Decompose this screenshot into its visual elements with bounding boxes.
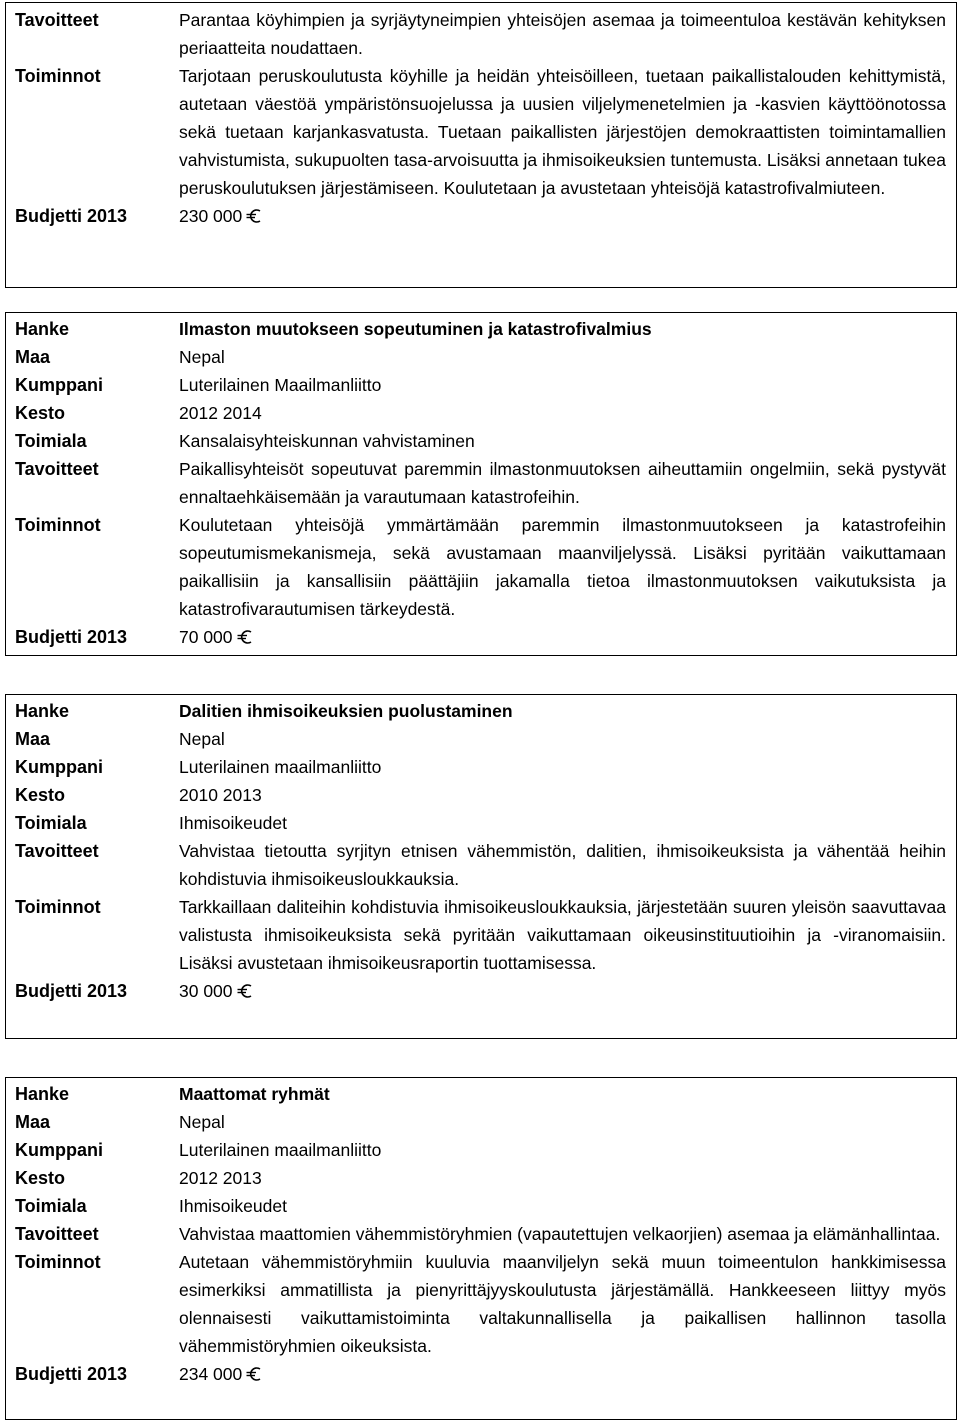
project-block-partial <box>5 2 957 288</box>
maa-label: Maa <box>15 347 51 367</box>
project-title: Ilmaston muutokseen sopeutuminen ja katastrofivalmius <box>179 319 652 339</box>
toimiala-row <box>6 809 956 837</box>
tavoitteet-row <box>6 455 956 511</box>
euro-icon <box>246 1367 262 1381</box>
maa-value: Nepal <box>179 347 225 367</box>
hanke-row <box>6 695 956 725</box>
budjetti-row <box>6 977 956 1005</box>
tavoitteet-text: Vahvistaa maattomien vähemmistöryhmien (vapautettujen velkaorjien) asemaa ja elämänhallintaa. <box>179 1224 941 1244</box>
budjetti-row <box>6 1360 956 1388</box>
toiminnot-row <box>6 1248 956 1360</box>
toimiala-value: Kansalaisyhteiskunnan vahvistaminen <box>179 431 475 451</box>
toiminnot-row <box>6 62 956 202</box>
budjetti-value: 70 000 <box>179 627 233 647</box>
toimiala-row <box>6 1192 956 1220</box>
budjetti-value-cell <box>179 1360 956 1388</box>
budjetti-value-cell <box>179 977 956 1005</box>
budjetti-row <box>6 623 956 651</box>
toiminnot-label: Toiminnot <box>15 515 101 535</box>
tavoitteet-row <box>6 3 956 62</box>
toiminnot-text: Tarjotaan peruskoulutusta köyhille ja heidän yhteisöilleen, tuetaan paikallistalouden kehittymistä, autetaan väestöä ympäristönsuojelussa ja uusien viljelymenetelmien ja -kasvien käyttöönotossa sekä tuetaan karjankasvatusta. Tuetaan paikallisten järjestöjen demokraattisten toimintamallien vahvistumista, sukupuolten tasa-arvoisuutta ja ihmisoikeuksien tuntemusta. Lisäksi annetaan tukea peruskoulutuksen järjestämiseen. Koulutetaan ja avustetaan yhteisöjä katastrofivalmiuteen. <box>179 66 946 198</box>
tavoitteet-label: Tavoitteet <box>15 1224 99 1244</box>
project-block <box>5 312 957 656</box>
euro-icon <box>237 630 253 644</box>
budjetti-label: Budjetti 2013 <box>15 981 128 1001</box>
budjetti-value: 30 000 <box>179 981 233 1001</box>
budjetti-value-cell <box>179 623 956 651</box>
toiminnot-text: Koulutetaan yhteisöjä ymmärtämään paremmin ilmastonmuutokseen ja katastrofeihin sopeutumismekanismeja, sekä avustamaan maanviljelyssä. Lisäksi pyritään vaikuttamaan paikallisiin ja kansallisiin päättäjiin jakamalla tietoa ilmastonmuutoksen vaikutuksista ja katastrofivarautumisen tärkeydestä. <box>179 515 946 619</box>
toiminnot-text: Autetaan vähemmistöryhmiin kuuluvia maanviljelyn sekä muun toimeentulon hankkimisessa esimerkiksi ammatillista ja pienyrittäjyyskoulutusta järjestämällä. Hankkeeseen liittyy myös olennaisesti vaikuttamistoiminta valtakunnallisella ja paikallisen hallinnon tasolla vähemmistöryhmien oikeuksista. <box>179 1252 946 1356</box>
maa-value: Nepal <box>179 1112 225 1132</box>
hanke-label: Hanke <box>15 701 70 721</box>
kesto-value: 2012 2013 <box>179 1168 262 1188</box>
kesto-value: 2010 2013 <box>179 785 262 805</box>
budjetti-value: 230 000 <box>179 206 243 226</box>
budjetti-label: Budjetti 2013 <box>15 206 128 226</box>
toiminnot-row <box>6 893 956 977</box>
project-block <box>5 1077 957 1420</box>
tavoitteet-text: Parantaa köyhimpien ja syrjäytyneimpien yhteisöjen asemaa ja toimeentuloa kestävän kehityksen periaatteita noudattaen. <box>179 10 946 58</box>
toimiala-label: Toimiala <box>15 1196 87 1216</box>
kumppani-label: Kumppani <box>15 375 103 395</box>
kumppani-value: Luterilainen Maailmanliitto <box>179 375 382 395</box>
kumppani-label: Kumppani <box>15 757 103 777</box>
maa-label: Maa <box>15 729 51 749</box>
kumppani-value: Luterilainen maailmanliitto <box>179 1140 382 1160</box>
tavoitteet-text: Paikallisyhteisöt sopeutuvat paremmin ilmastonmuutoksen aiheuttamiin ongelmiin, sekä pystyvät ennaltaehkäisemään ja varautumaan katastrofeihin. <box>179 459 946 507</box>
budjetti-row <box>6 202 956 230</box>
kumppani-label: Kumppani <box>15 1140 103 1160</box>
kumppani-row <box>6 753 956 781</box>
toimiala-value: Ihmisoikeudet <box>179 813 287 833</box>
hanke-row <box>6 1078 956 1108</box>
kesto-label: Kesto <box>15 785 66 805</box>
euro-icon <box>246 209 262 223</box>
project-title: Dalitien ihmisoikeuksien puolustaminen <box>179 701 513 721</box>
kesto-label: Kesto <box>15 403 66 423</box>
hanke-row <box>6 313 956 343</box>
budjetti-label: Budjetti 2013 <box>15 1364 128 1384</box>
budjetti-value: 234 000 <box>179 1364 243 1384</box>
toiminnot-row <box>6 511 956 623</box>
toimiala-value: Ihmisoikeudet <box>179 1196 287 1216</box>
toimiala-label: Toimiala <box>15 431 87 451</box>
kesto-label: Kesto <box>15 1168 66 1188</box>
toimiala-label: Toimiala <box>15 813 87 833</box>
tavoitteet-label: Tavoitteet <box>15 459 99 479</box>
toiminnot-text: Tarkkaillaan daliteihin kohdistuvia ihmisoikeusloukkauksia, järjestetään suuren yleisön saavuttavaa valistusta ihmisoikeuksista sekä pyritään vaikuttamaan oikeusinstituutioihin ja -viranomaisiin. Lisäksi avustetaan ihmisoikeusraportin tuottamisessa. <box>179 897 946 973</box>
tavoitteet-row <box>6 1220 956 1248</box>
maa-label: Maa <box>15 1112 51 1132</box>
maa-row <box>6 725 956 753</box>
budjetti-value-cell <box>179 202 956 230</box>
tavoitteet-text: Vahvistaa tietoutta syrjityn etnisen vähemmistön, dalitien, ihmisoikeuksista ja vähentää heihin kohdistuvia ihmisoikeusloukkauksia. <box>179 841 946 889</box>
project-title: Maattomat ryhmät <box>179 1084 330 1104</box>
maa-value: Nepal <box>179 729 225 749</box>
kumppani-row <box>6 1136 956 1164</box>
kesto-row <box>6 1164 956 1192</box>
kesto-value: 2012 2014 <box>179 403 262 423</box>
euro-icon <box>237 984 253 998</box>
kumppani-value: Luterilainen maailmanliitto <box>179 757 382 777</box>
hanke-label: Hanke <box>15 319 70 339</box>
toimiala-row <box>6 427 956 455</box>
kumppani-row <box>6 371 956 399</box>
maa-row <box>6 1108 956 1136</box>
toiminnot-label: Toiminnot <box>15 66 101 86</box>
kesto-row <box>6 399 956 427</box>
project-block <box>5 694 957 1039</box>
budjetti-label: Budjetti 2013 <box>15 627 128 647</box>
tavoitteet-label: Tavoitteet <box>15 841 99 861</box>
maa-row <box>6 343 956 371</box>
kesto-row <box>6 781 956 809</box>
toiminnot-label: Toiminnot <box>15 897 101 917</box>
toiminnot-label: Toiminnot <box>15 1252 101 1272</box>
tavoitteet-row <box>6 837 956 893</box>
hanke-label: Hanke <box>15 1084 70 1104</box>
tavoitteet-label: Tavoitteet <box>15 10 99 30</box>
